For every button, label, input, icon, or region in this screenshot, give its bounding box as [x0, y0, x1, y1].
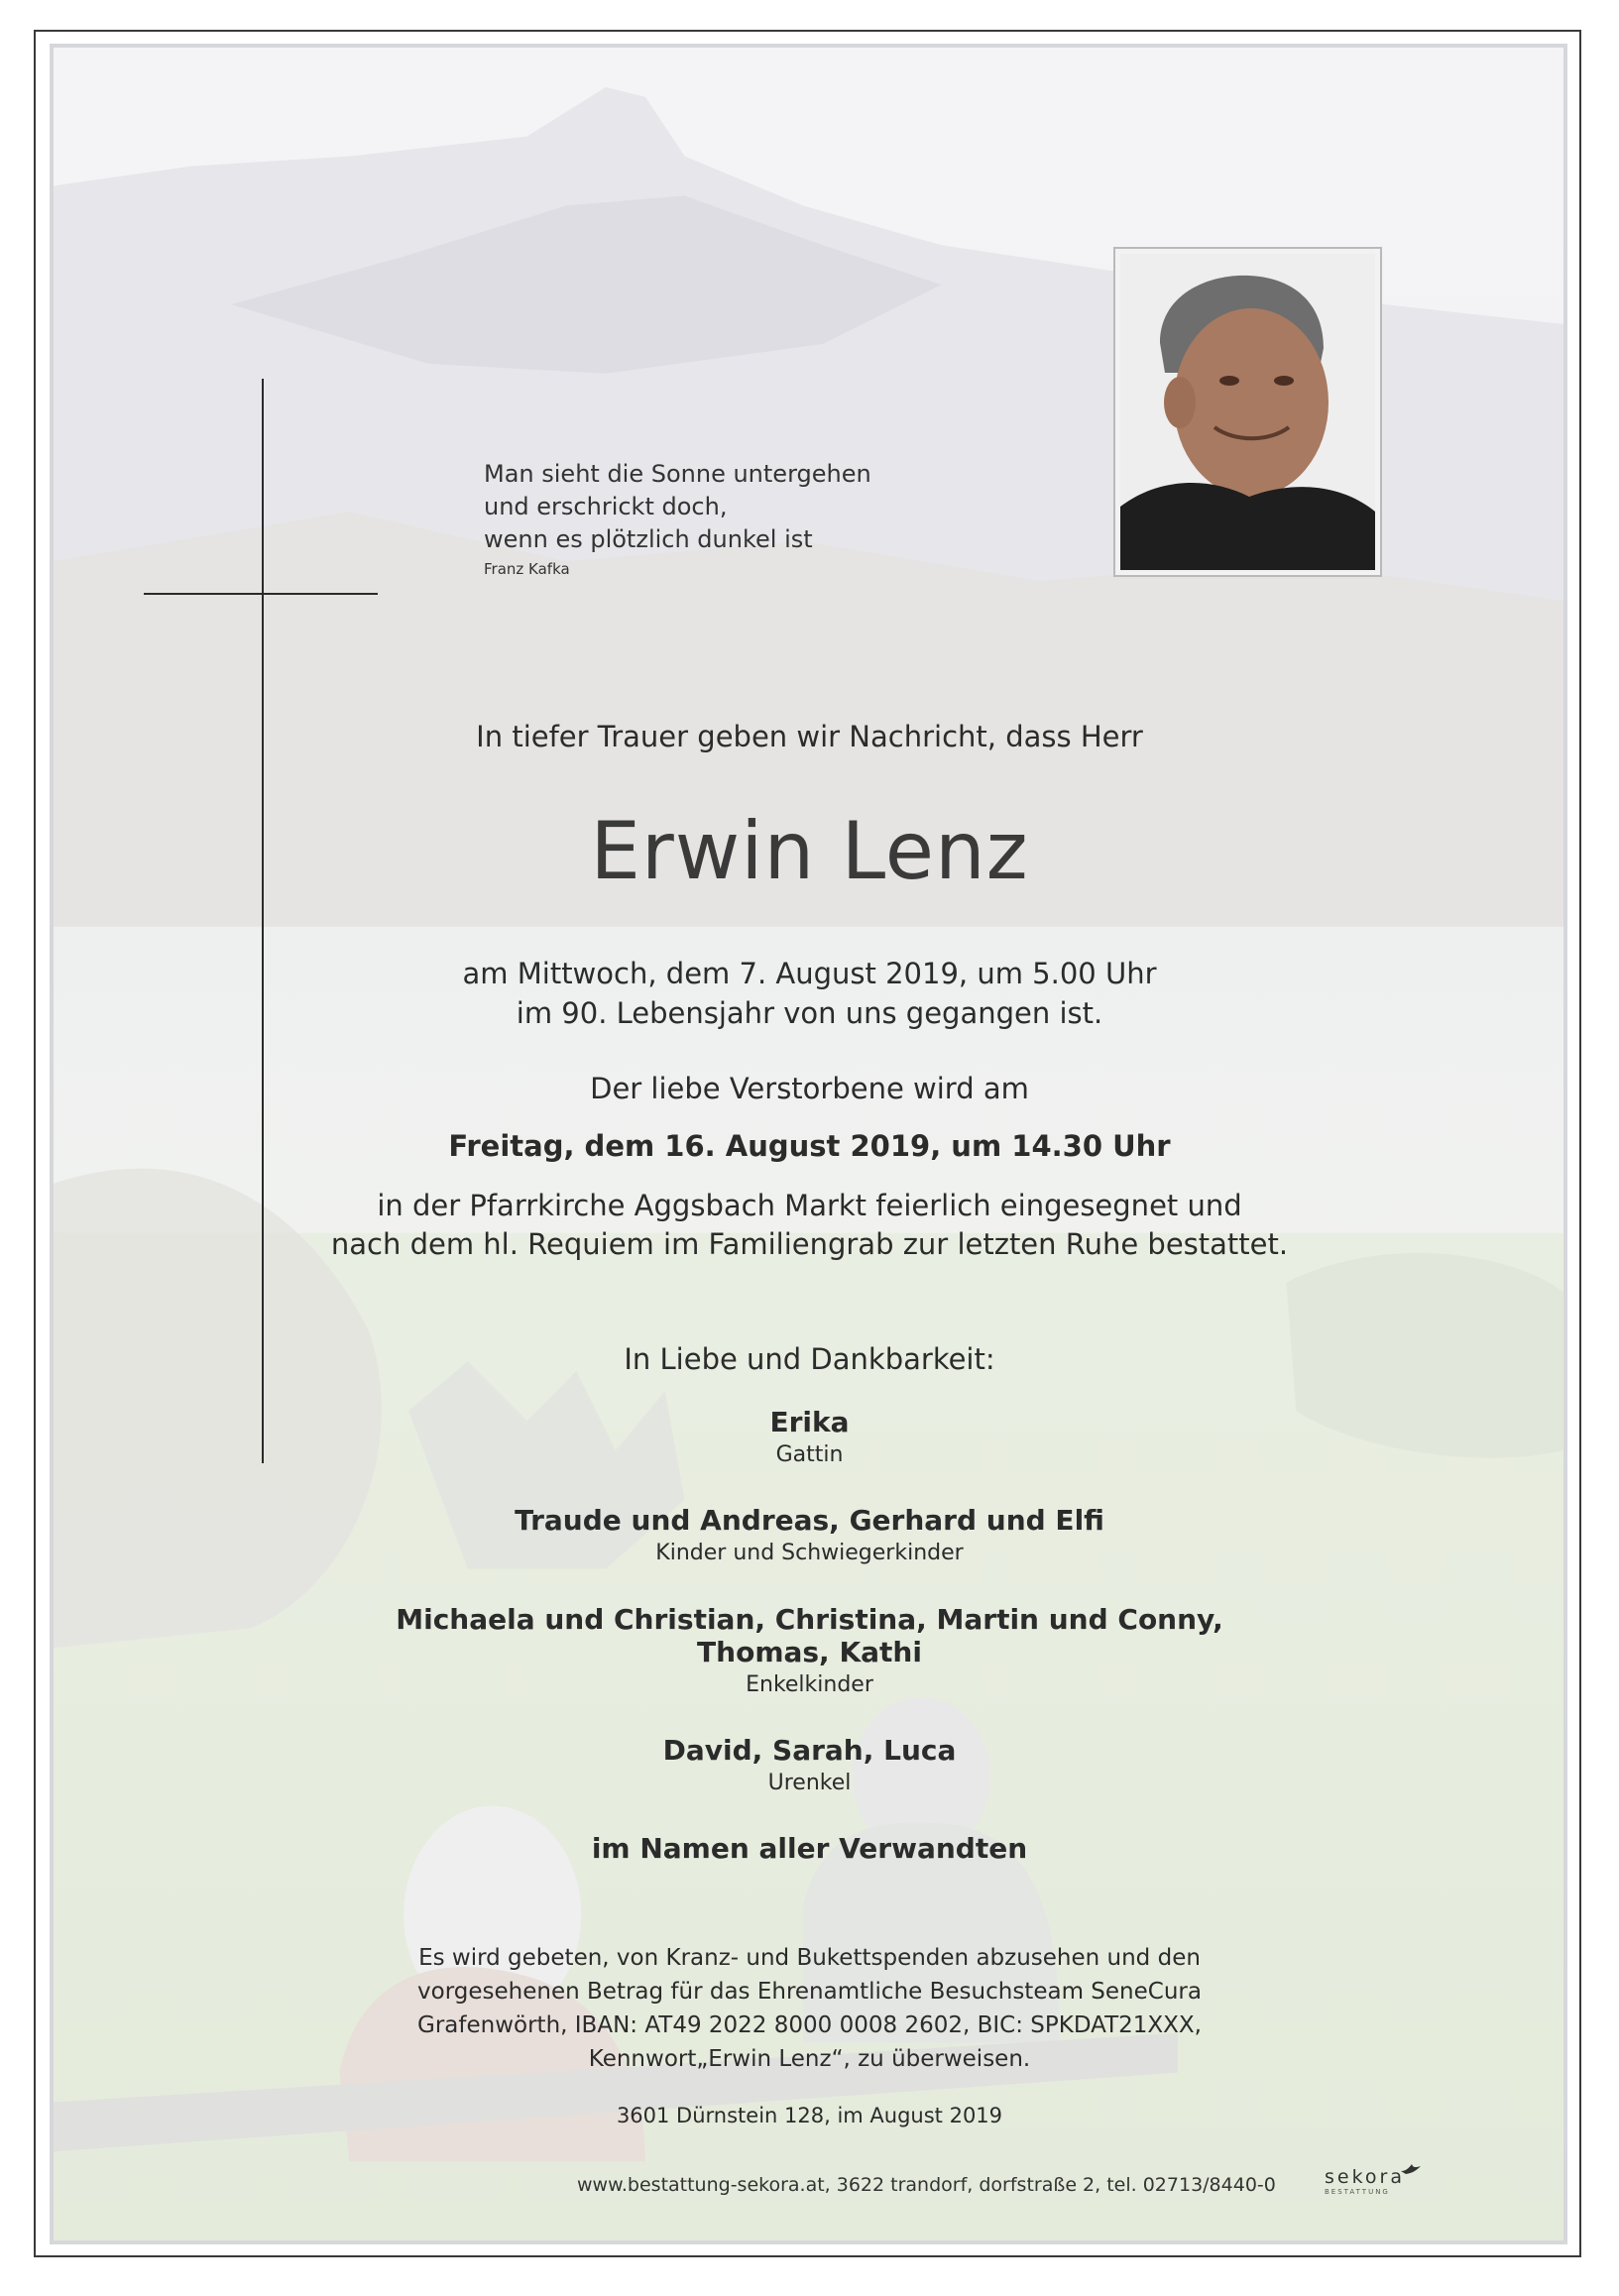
donation-line: Es wird gebeten, von Kranz- und Bukettspenden abzusehen und den	[418, 1945, 1201, 1971]
announcement-intro: In tiefer Trauer geben wir Nachricht, dass Herr	[476, 720, 1143, 753]
mourner-names: Erika	[769, 1406, 850, 1438]
mourners-heading: In Liebe und Dankbarkeit:	[624, 1342, 995, 1376]
funeral-home-contact: www.bestattung-sekora.at, 3622 trandorf, dorfstraße 2, tel. 02713/8440-0	[577, 2174, 1276, 2196]
mourner-role: Kinder und Schwiegerkinder	[655, 1541, 964, 1565]
mourner-group	[0, 1734, 1619, 1795]
death-age-line: im 90. Lebensjahr von uns gegangen ist.	[516, 996, 1103, 1030]
location-date: 3601 Dürnstein 128, im August 2019	[616, 2104, 1003, 2127]
donation-request	[0, 1941, 1619, 2076]
donation-line: vorgesehenen Betrag für das Ehrenamtliche Besuchsteam SeneCura	[417, 1979, 1202, 2005]
death-date-line: am Mittwoch, dem 7. August 2019, um 5.00 Uhr	[462, 957, 1157, 990]
service-line: in der Pfarrkirche Aggsbach Markt feierlich eingesegnet und	[377, 1189, 1242, 1222]
quote-line: wenn es plötzlich dunkel ist	[484, 525, 813, 553]
mourner-role: Enkelkinder	[746, 1672, 873, 1697]
logo-subtext: BESTATTUNG	[1325, 2188, 1390, 2196]
funeral-date: Freitag, dem 16. August 2019, um 14.30 Uhr	[448, 1129, 1171, 1163]
mourner-group	[0, 1504, 1619, 1565]
service-line: nach dem hl. Requiem im Familiengrab zur letzten Ruhe bestattet.	[330, 1227, 1289, 1261]
quote-line: Man sieht die Sonne untergehen	[484, 460, 871, 488]
funeral-intro: Der liebe Verstorbene wird am	[590, 1072, 1029, 1105]
donation-line: Grafenwörth, IBAN: AT49 2022 8000 0008 2602, BIC: SPKDAT21XXX,	[417, 2012, 1202, 2038]
mourner-names: Thomas, Kathi	[697, 1636, 922, 1668]
kafka-quote	[484, 458, 871, 580]
funeral-home-logo	[1325, 2166, 1405, 2196]
mourner-role: Urenkel	[767, 1771, 852, 1795]
mourner-names: Michaela und Christian, Christina, Martin und Conny,	[396, 1603, 1223, 1636]
mourner-group	[0, 1406, 1619, 1467]
portrait-photo	[1120, 254, 1375, 570]
mourner-names: David, Sarah, Luca	[662, 1734, 957, 1767]
deceased-name: Erwin Lenz	[590, 805, 1029, 897]
quote-author: Franz Kafka	[484, 560, 570, 578]
mourner-role: Gattin	[775, 1442, 844, 1467]
mourners-closing: im Namen aller Verwandten	[591, 1832, 1028, 1865]
cross-icon-crossbar	[144, 593, 378, 595]
mourner-group	[0, 1603, 1619, 1697]
mourner-names: Traude und Andreas, Gerhard und Elfi	[515, 1504, 1104, 1537]
bird-icon	[1400, 2161, 1422, 2177]
donation-line: Kennwort„Erwin Lenz“, zu überweisen.	[588, 2046, 1031, 2072]
logo-text: sekora	[1325, 2166, 1405, 2188]
quote-line: und erschrickt doch,	[484, 493, 728, 520]
cross-icon	[262, 379, 264, 1463]
portrait-photo-frame	[1113, 247, 1382, 577]
